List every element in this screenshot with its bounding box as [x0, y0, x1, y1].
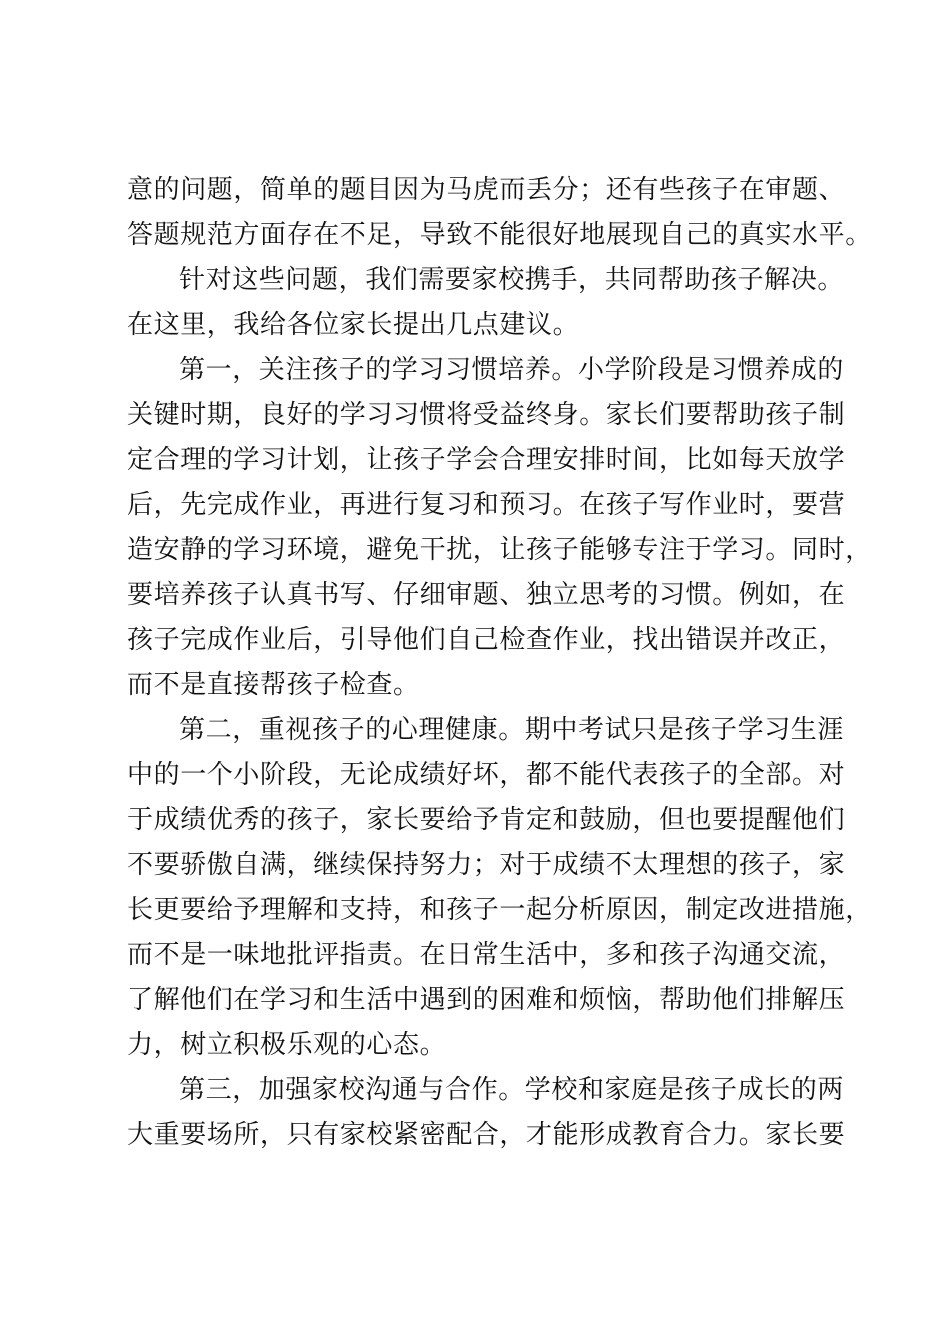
paragraph-first-line: 第一，关注孩子的学习习惯培养。小学阶段是习惯养成的 — [179, 355, 845, 385]
text-line: 意的问题，简单的题目因为马虎而丢分；还有些孩子在审题、 — [127, 175, 846, 205]
text-line: 定合理的学习计划，让孩子学会合理安排时间，比如每天放学 — [127, 445, 846, 475]
paragraph-first-line: 针对这些问题，我们需要家校携手，共同帮助孩子解决。 — [179, 265, 845, 295]
document-body — [127, 168, 872, 1158]
text-line: 造安静的学习环境，避免干扰，让孩子能够专注于学习。同时， — [127, 535, 872, 565]
text-line: 关键时期，良好的学习习惯将受益终身。家长们要帮助孩子制 — [127, 400, 846, 430]
text-line: 中的一个小阶段，无论成绩好坏，都不能代表孩子的全部。对 — [127, 760, 846, 790]
text-line: 长更要给予理解和支持，和孩子一起分析原因，制定改进措施， — [127, 895, 872, 925]
text-line: 大重要场所，只有家校紧密配合，才能形成教育合力。家长要 — [127, 1120, 846, 1150]
text-line: 而不是直接帮孩子检查。 — [127, 670, 420, 700]
text-line: 要培养孩子认真书写、仔细审题、独立思考的习惯。例如，在 — [127, 580, 846, 610]
text-line: 力，树立积极乐观的心态。 — [127, 1030, 447, 1060]
paragraph-first-line: 第二，重视孩子的心理健康。期中考试只是孩子学习生涯 — [179, 715, 845, 745]
text-line: 答题规范方面存在不足，导致不能很好地展现自己的真实水平。 — [127, 220, 872, 250]
text-line: 不要骄傲自满，继续保持努力；对于成绩不太理想的孩子，家 — [127, 850, 846, 880]
paragraph-first-line: 第三，加强家校沟通与合作。学校和家庭是孩子成长的两 — [179, 1075, 845, 1105]
text-line: 在这里，我给各位家长提出几点建议。 — [127, 310, 580, 340]
text-line: 孩子完成作业后，引导他们自己检查作业，找出错误并改正， — [127, 625, 846, 655]
text-line: 而不是一味地批评指责。在日常生活中，多和孩子沟通交流， — [127, 940, 846, 970]
text-line: 后，先完成作业，再进行复习和预习。在孩子写作业时，要营 — [127, 490, 846, 520]
text-line: 了解他们在学习和生活中遇到的困难和烦恼，帮助他们排解压 — [127, 985, 846, 1015]
text-line: 于成绩优秀的孩子，家长要给予肯定和鼓励，但也要提醒他们 — [127, 805, 846, 835]
